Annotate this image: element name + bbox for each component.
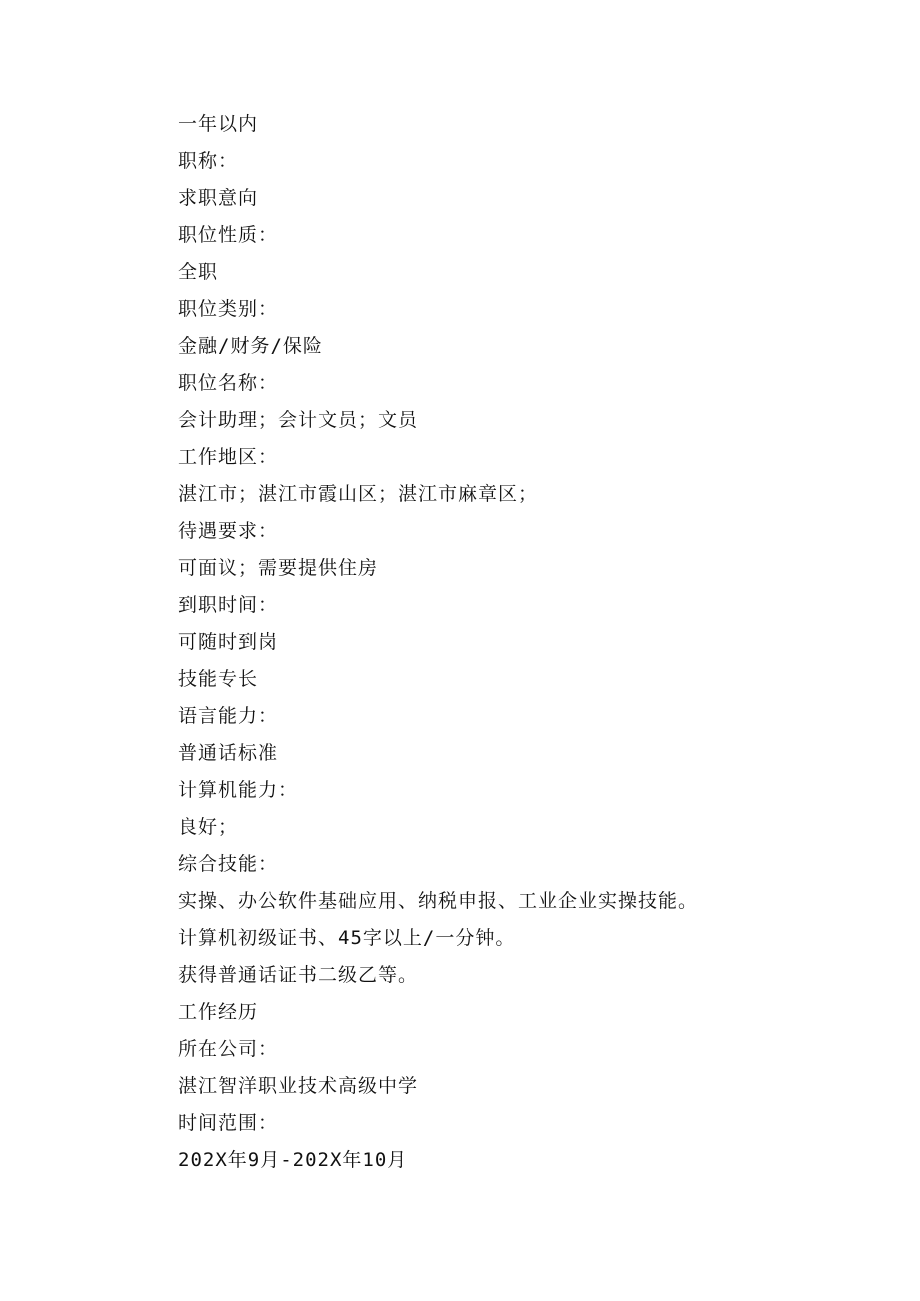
company-label: 所在公司： — [178, 1038, 279, 1060]
job-category-value: 金融/财务/保险 — [178, 335, 323, 357]
certificate-line-2: 获得普通话证书二级乙等。 — [178, 964, 419, 986]
general-skills-label: 综合技能： — [178, 853, 279, 875]
start-time-label: 到职时间： — [178, 594, 279, 616]
job-nature-value: 全职 — [178, 261, 219, 283]
skills-heading: 技能专长 — [178, 668, 259, 690]
job-name-label: 职位名称： — [178, 372, 279, 394]
resume-content — [178, 106, 878, 1179]
time-range-label: 时间范围： — [178, 1112, 279, 1134]
computer-ability-value: 良好； — [178, 816, 239, 838]
title-label: 职称： — [178, 150, 239, 172]
work-history-heading: 工作经历 — [178, 1001, 259, 1023]
work-experience-years-value: 一年以内 — [178, 113, 259, 135]
company-value: 湛江智洋职业技术高级中学 — [178, 1075, 419, 1097]
start-time-value: 可随时到岗 — [178, 631, 279, 653]
job-name-value: 会计助理；会计文员；文员 — [178, 409, 419, 431]
general-skills-value: 实操、办公软件基础应用、纳税申报、工业企业实操技能。 — [178, 890, 699, 912]
computer-ability-label: 计算机能力： — [178, 779, 299, 801]
salary-requirement-label: 待遇要求： — [178, 520, 279, 542]
job-category-label: 职位类别： — [178, 298, 279, 320]
certificate-line-1: 计算机初级证书、45字以上/一分钟。 — [178, 927, 516, 949]
job-nature-label: 职位性质： — [178, 224, 279, 246]
job-intention-heading: 求职意向 — [178, 187, 259, 209]
language-ability-label: 语言能力： — [178, 705, 279, 727]
language-ability-value: 普通话标准 — [178, 742, 279, 764]
time-range-value: 202X年9月-202X年10月 — [178, 1149, 408, 1171]
work-area-label: 工作地区： — [178, 446, 279, 468]
salary-requirement-value: 可面议；需要提供住房 — [178, 557, 379, 579]
work-area-value: 湛江市；湛江市霞山区；湛江市麻章区； — [178, 483, 539, 505]
